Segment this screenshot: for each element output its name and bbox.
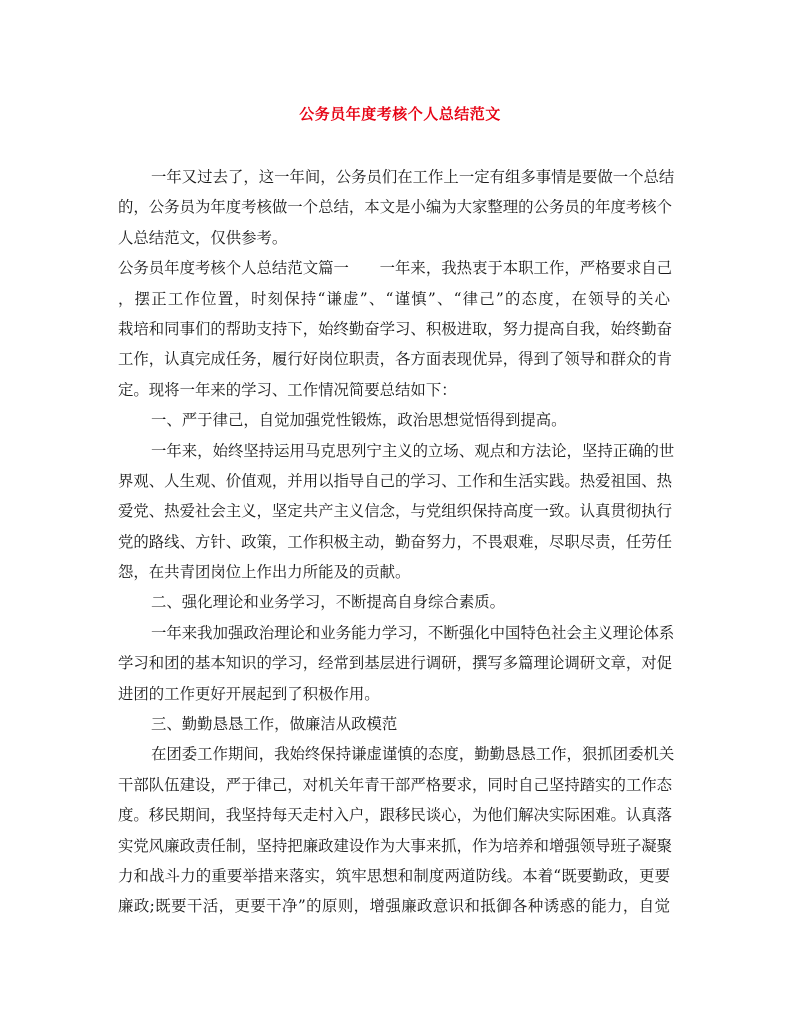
text-line: 进团的工作更好开展起到了积极作用。 [118,684,380,703]
text-line: 实党风廉政责任制，坚持把廉政建设作为大事来抓，作为培养和增强领导班子凝聚 [118,836,673,855]
document-body [118,162,675,922]
text-line: 怨，在共青团岗位上作出力所能及的贡献。 [118,563,411,582]
section-heading: 二、强化理论和业务学习，不断提高自身综合素质。 [151,593,505,612]
section-heading: 三、勤勤恳恳工作，做廉洁从政模范 [151,715,398,734]
text-line: 学习和团的基本知识的学习，经常到基层进行调研，撰写多篇理论调研文章，对促 [118,654,673,673]
text-line: 一年来我加强政治理论和业务能力学习，不断强化中国特色社会主义理论体系 [151,623,675,642]
text-line: 的，公务员为年度考核做一个总结，本文是小编为大家整理的公务员的年度考核个 [118,198,673,217]
text-line: 廉政;既要干活，更要干净”的原则，增强廉政意识和抵御各种诱惑的能力，自觉 [118,897,670,916]
text-line: 在团委工作期间，我始终保持谦虚谨慎的态度，勤勤恳恳工作，狠抓团委机关 [151,745,675,764]
text-line: 工作，认真完成任务，履行好岗位职责，各方面表现优异，得到了领导和群众的肯 [118,350,673,369]
text-line: 度。移民期间，我坚持每天走村入户，跟移民谈心，为他们解决实际困难。认真落 [118,806,673,825]
text-line: 定。现将一年来的学习、工作情况简要总结如下： [118,380,457,399]
text-line: 一年来，始终坚持运用马克思列宁主义的立场、观点和方法论，坚持正确的世 [151,441,675,460]
text-line: ，摆正工作位置，时刻保持“谦虚”、“谨慎”、“律己”的态度，在领导的关心 [118,289,670,308]
text-line: 干部队伍建设，严于律己，对机关年青干部严格要求，同时自己坚持踏实的工作态 [118,775,673,794]
text-line: 一年又过去了，这一年间，公务员们在工作上一定有组多事情是要做一个总结 [151,168,675,186]
text-line: 界观、人生观、价值观，并用以指导自己的学习、工作和生活实践。热爱祖国、热 [118,471,673,490]
text-line: 党的路线、方针、政策，工作积极主动，勤奋努力，不畏艰难，尽职尽责，任劳任 [118,532,673,551]
text-line: 人总结范文，仅供参考。 [118,228,288,247]
text-line: 爱党、热爱社会主义，坚定共产主义信念，与党组织保持高度一致。认真贯彻执行 [118,502,673,521]
text-line: 公务员年度考核个人总结范文篇一 一年来，我热衷于本职工作，严格要求自己 [118,259,673,278]
text-line: 栽培和同事们的帮助支持下，始终勤奋学习、积极进取，努力提高自我，始终勤奋 [118,319,673,338]
document-title: 公务员年度考核个人总结范文 [299,105,501,123]
text-line: 力和战斗力的重要举措来落实，筑牢思想和制度两道防线。本着“既要勤政，更要 [118,866,670,885]
section-heading: 一、严于律己，自觉加强党性锻炼，政治思想觉悟得到提高。 [151,411,567,430]
